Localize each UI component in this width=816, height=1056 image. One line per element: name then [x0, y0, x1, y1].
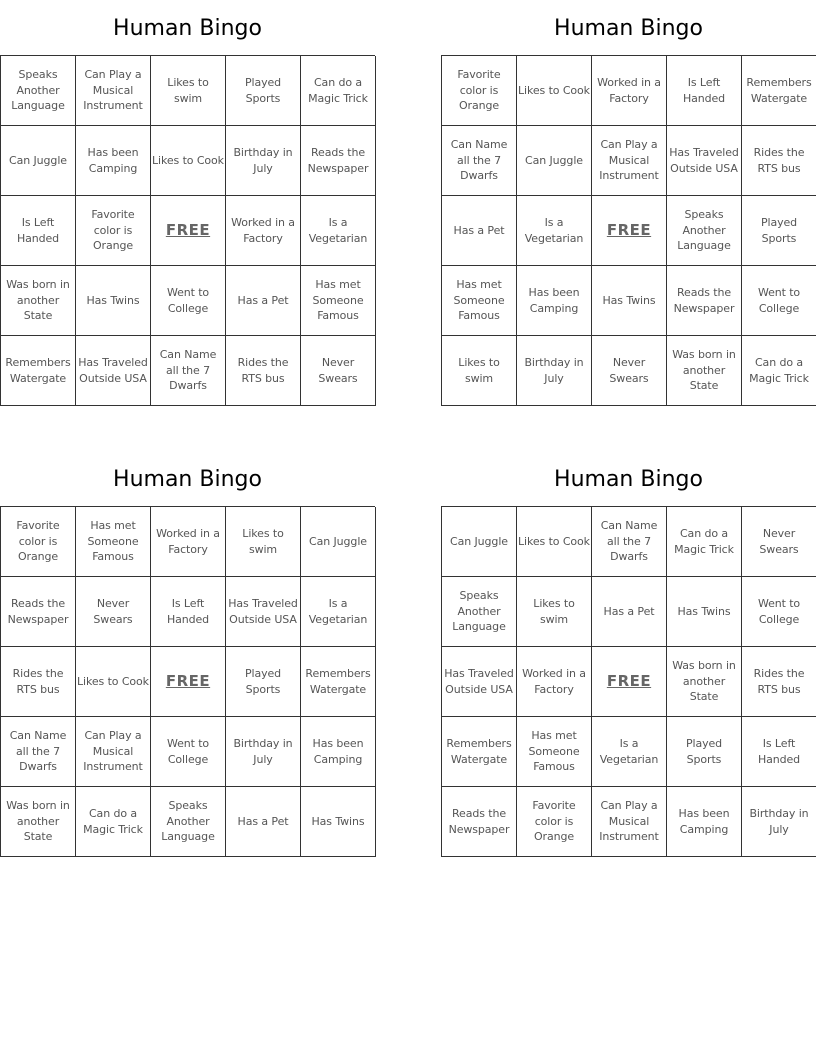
bingo-cell: Likes to swim: [226, 507, 301, 577]
bingo-cell: Favorite color is Orange: [76, 196, 151, 266]
bingo-cell: Birthday in July: [226, 717, 301, 787]
bingo-cell: Went to College: [742, 577, 816, 647]
bingo-cell: Reads the Newspaper: [301, 126, 376, 196]
bingo-cell: Can Juggle: [517, 126, 592, 196]
bingo-cell: Speaks Another Language: [151, 787, 226, 857]
bingo-grid: [441, 55, 816, 406]
bingo-cell: Played Sports: [226, 56, 301, 126]
bingo-cell: Can Juggle: [1, 126, 76, 196]
bingo-cell: Is Left Handed: [667, 56, 742, 126]
free-space-cell: FREE: [151, 196, 226, 266]
bingo-cell: Has Traveled Outside USA: [226, 577, 301, 647]
card-title: Human Bingo: [554, 467, 703, 492]
bingo-cell: Can Juggle: [442, 507, 517, 577]
bingo-cell: Has been Camping: [667, 787, 742, 857]
bingo-grid: [0, 506, 375, 857]
bingo-cell: Likes to swim: [517, 577, 592, 647]
bingo-cell: Played Sports: [226, 647, 301, 717]
bingo-cell: Has Twins: [667, 577, 742, 647]
bingo-cell: Was born in another State: [667, 336, 742, 406]
free-space-cell: FREE: [592, 196, 667, 266]
bingo-grid: [441, 506, 816, 857]
bingo-cell: Likes to Cook: [76, 647, 151, 717]
bingo-cell: Has Traveled Outside USA: [667, 126, 742, 196]
bingo-cell: Worked in a Factory: [592, 56, 667, 126]
bingo-cell: Never Swears: [76, 577, 151, 647]
bingo-cell: Speaks Another Language: [667, 196, 742, 266]
bingo-cell: Can Juggle: [301, 507, 376, 577]
bingo-grid: [0, 55, 375, 406]
bingo-cell: Has a Pet: [226, 266, 301, 336]
bingo-cell: Can do a Magic Trick: [742, 336, 816, 406]
bingo-cell: Rides the RTS bus: [1, 647, 76, 717]
bingo-cell: Worked in a Factory: [517, 647, 592, 717]
bingo-cell: Never Swears: [742, 507, 816, 577]
bingo-cell: Was born in another State: [1, 266, 76, 336]
bingo-cell: Is a Vegetarian: [301, 577, 376, 647]
bingo-cell: Can Name all the 7 Dwarfs: [1, 717, 76, 787]
bingo-cell: Rides the RTS bus: [226, 336, 301, 406]
bingo-cell: Can do a Magic Trick: [76, 787, 151, 857]
bingo-cell: Has a Pet: [226, 787, 301, 857]
bingo-cell: Is a Vegetarian: [517, 196, 592, 266]
bingo-cell: Has been Camping: [76, 126, 151, 196]
bingo-cell: Speaks Another Language: [442, 577, 517, 647]
bingo-cell: Worked in a Factory: [226, 196, 301, 266]
bingo-cell: Favorite color is Orange: [442, 56, 517, 126]
bingo-cell: Birthday in July: [226, 126, 301, 196]
bingo-cell: Rides the RTS bus: [742, 126, 816, 196]
bingo-cell: Can do a Magic Trick: [667, 507, 742, 577]
bingo-cell: Birthday in July: [742, 787, 816, 857]
bingo-cell: Birthday in July: [517, 336, 592, 406]
bingo-cell: Has met Someone Famous: [301, 266, 376, 336]
bingo-cell: Can Name all the 7 Dwarfs: [592, 507, 667, 577]
bingo-cell: Likes to swim: [151, 56, 226, 126]
bingo-cell: Has Traveled Outside USA: [442, 647, 517, 717]
bingo-cell: Can do a Magic Trick: [301, 56, 376, 126]
bingo-cell: Played Sports: [667, 717, 742, 787]
bingo-cell: Can Play a Musical Instrument: [76, 717, 151, 787]
bingo-cell: Has Twins: [76, 266, 151, 336]
bingo-cell: Has met Someone Famous: [517, 717, 592, 787]
bingo-cell: Remembers Watergate: [442, 717, 517, 787]
bingo-cell: Never Swears: [301, 336, 376, 406]
bingo-cell: Has been Camping: [517, 266, 592, 336]
bingo-cell: Went to College: [742, 266, 816, 336]
bingo-cell: Is Left Handed: [742, 717, 816, 787]
bingo-cell: Can Name all the 7 Dwarfs: [151, 336, 226, 406]
bingo-cell: Went to College: [151, 266, 226, 336]
bingo-cell: Has a Pet: [442, 196, 517, 266]
bingo-cell: Worked in a Factory: [151, 507, 226, 577]
bingo-cell: Reads the Newspaper: [1, 577, 76, 647]
bingo-cell: Was born in another State: [667, 647, 742, 717]
bingo-cell: Can Play a Musical Instrument: [592, 787, 667, 857]
bingo-cell: Can Name all the 7 Dwarfs: [442, 126, 517, 196]
bingo-cell: Was born in another State: [1, 787, 76, 857]
bingo-cell: Has a Pet: [592, 577, 667, 647]
bingo-cell: Remembers Watergate: [742, 56, 816, 126]
card-title: Human Bingo: [113, 16, 262, 41]
card-title: Human Bingo: [554, 16, 703, 41]
bingo-cell: Favorite color is Orange: [517, 787, 592, 857]
bingo-cell: Has Twins: [592, 266, 667, 336]
bingo-cell: Likes to Cook: [151, 126, 226, 196]
bingo-cell: Never Swears: [592, 336, 667, 406]
bingo-cell: Likes to Cook: [517, 56, 592, 126]
bingo-cell: Speaks Another Language: [1, 56, 76, 126]
bingo-cell: Is Left Handed: [1, 196, 76, 266]
bingo-cell: Rides the RTS bus: [742, 647, 816, 717]
bingo-cell: Went to College: [151, 717, 226, 787]
bingo-cell: Played Sports: [742, 196, 816, 266]
bingo-cell: Is a Vegetarian: [301, 196, 376, 266]
bingo-cell: Can Play a Musical Instrument: [592, 126, 667, 196]
bingo-cell: Has Twins: [301, 787, 376, 857]
bingo-cell: Has met Someone Famous: [76, 507, 151, 577]
card-title: Human Bingo: [113, 467, 262, 492]
bingo-cell: Reads the Newspaper: [442, 787, 517, 857]
bingo-cell: Can Play a Musical Instrument: [76, 56, 151, 126]
bingo-cell: Likes to Cook: [517, 507, 592, 577]
bingo-cell: Remembers Watergate: [1, 336, 76, 406]
bingo-cell: Remembers Watergate: [301, 647, 376, 717]
bingo-cell: Reads the Newspaper: [667, 266, 742, 336]
bingo-cell: Likes to swim: [442, 336, 517, 406]
bingo-cell: Favorite color is Orange: [1, 507, 76, 577]
bingo-cell: Has been Camping: [301, 717, 376, 787]
bingo-cell: Is a Vegetarian: [592, 717, 667, 787]
bingo-cell: Is Left Handed: [151, 577, 226, 647]
bingo-cell: Has met Someone Famous: [442, 266, 517, 336]
free-space-cell: FREE: [151, 647, 226, 717]
free-space-cell: FREE: [592, 647, 667, 717]
bingo-cell: Has Traveled Outside USA: [76, 336, 151, 406]
